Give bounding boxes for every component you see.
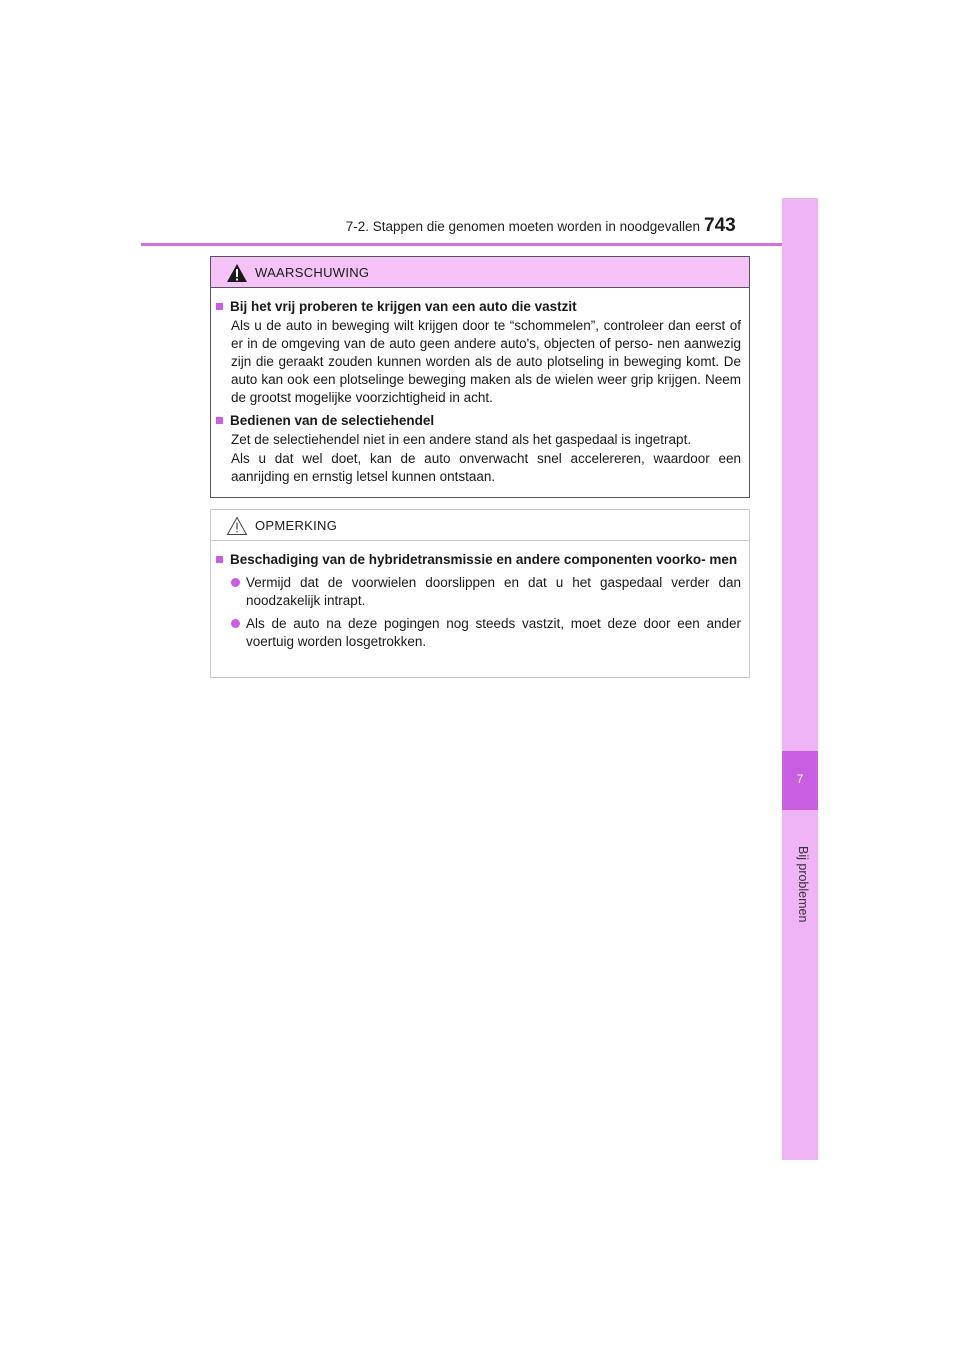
section-heading (215, 298, 741, 316)
warning-box (210, 256, 750, 498)
page-header-title: 7-2. Stappen die genomen moeten worden in noodgevallen (345, 219, 700, 234)
warning-box-title: WAARSCHUWING (255, 265, 370, 280)
warning-triangle-outline-icon (226, 516, 248, 536)
chapter-side-tab (782, 198, 818, 1160)
section-heading-text: Bij het vrij proberen te krijgen van een auto die vastzit (230, 299, 577, 314)
circle-bullet-icon (231, 619, 240, 628)
square-bullet-icon (216, 556, 223, 563)
section-heading-text: Bedienen van de selectiehendel (230, 413, 435, 428)
bullet-text: Vermijd dat de voorwielen doorslippen en dat u het gaspedaal verder dan noodzakelijk intrapt. (246, 575, 741, 608)
section-heading-text: Beschadiging van de hybridetransmissie en andere componenten voorko- men (230, 552, 738, 567)
header-rule (141, 243, 818, 246)
section-heading (215, 412, 741, 430)
warning-triangle-filled-icon (226, 263, 248, 283)
square-bullet-icon (216, 417, 223, 424)
paragraph: Zet de selectiehendel niet in een andere stand als het gaspedaal is ingetrapt. (231, 432, 692, 447)
paragraph: Als u dat wel doet, kan de auto onverwacht snel accelereren, waardoor een aanrijding en ernstig letsel kunnen ontstaan. (231, 451, 741, 484)
chapter-label: Bij problemen (796, 846, 810, 923)
chapter-number: 7 (796, 772, 804, 786)
bullet-text: Als de auto na deze pogingen nog steeds vastzit, moet deze door een ander voertuig worden losgetrokken. (246, 616, 741, 649)
notice-section (215, 551, 741, 651)
warning-box-header (211, 257, 749, 288)
notice-box (210, 509, 750, 678)
warning-section (215, 298, 741, 407)
warning-box-body (211, 288, 749, 486)
square-bullet-icon (216, 303, 223, 310)
warning-section (215, 412, 741, 486)
paragraph: Als u de auto in beweging wilt krijgen door te “schommelen”, controleer dan eerst of er in de omgeving van de auto geen andere auto's, objecten of perso- nen aanwezig zijn die geraakt zouden kunnen worden als de auto plotseling in beweging komt. De auto kan ook een plotselinge beweging maken als de wielen weer grip krijgen. Neem de grootst mogelijke voorzichtigheid in acht. (231, 318, 741, 405)
bullet-item (231, 615, 741, 651)
bullet-item (231, 574, 741, 610)
page-number: 743 (704, 215, 736, 236)
notice-box-body (211, 541, 749, 651)
section-heading (215, 551, 741, 569)
circle-bullet-icon (231, 578, 240, 587)
notice-box-title: OPMERKING (255, 518, 338, 533)
notice-box-header (211, 510, 749, 541)
